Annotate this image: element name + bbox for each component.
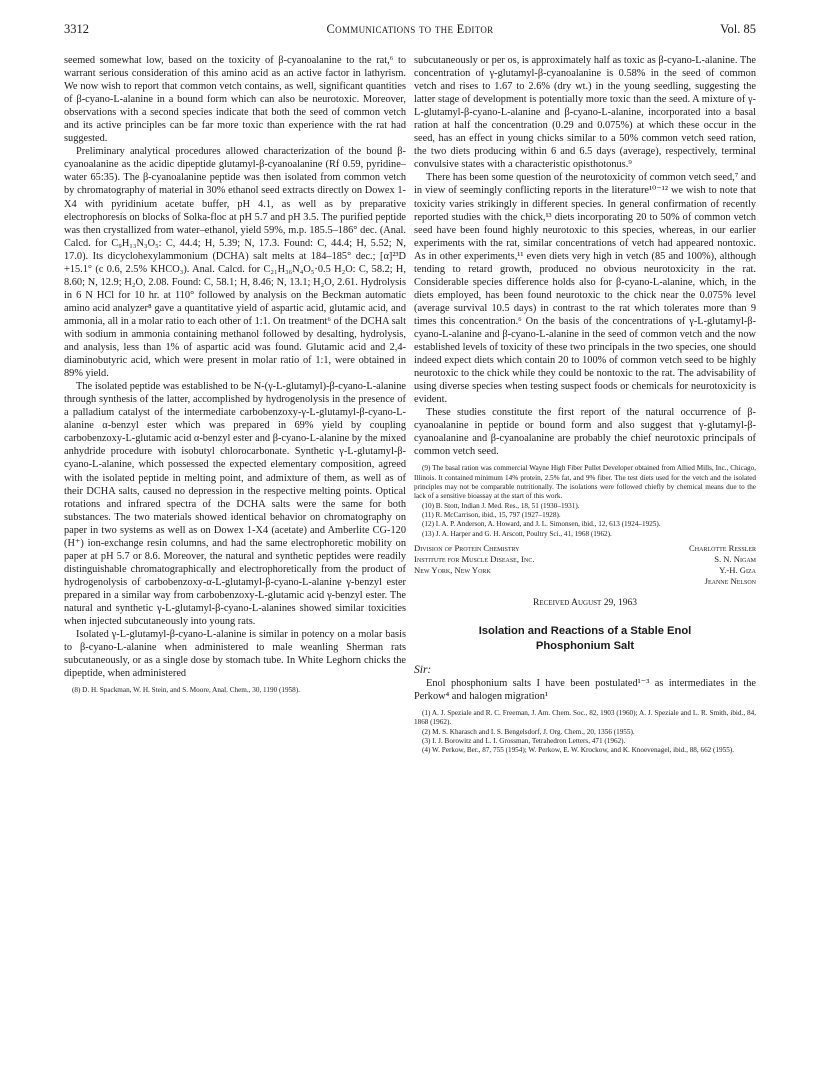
footnote: (2) M. S. Kharasch and I. S. Bengelsdorf, J. Org. Chem., 20, 1356 (1955). xyxy=(422,727,635,736)
paragraph: Isolated γ-L-glutamyl-β-cyano-L-alanine is similar in potency on a molar basis to β-cyano-L-alanine when administered to male weanling Sherman rats subcutaneously, or as a single dose by stomach tube. In White Leghorn chicks the dipeptide, when administered xyxy=(64,629,406,680)
article-title-line: Phosphonium Salt xyxy=(535,639,635,652)
paragraph: seemed somewhat low, based on the toxicity of β-cyanoalanine to the rat,⁶ to warrant serious consideration of this amino acid as an active factor in lathyrism. We now wish to report that common vetch contains, as well, significant quantities of β-cyano-L-alanine in a bound form which can also be neurotoxic. Moreover, observations with a second species indicate that both the seed of common vetch and its active principles can be far more toxic than experience with the rat had suggested. xyxy=(64,55,406,145)
paragraph: subcutaneously or per os, is approximately half as toxic as β-cyano-L-alanine. The concentration of γ-glutamyl-β-cyanoalanine is 0.58% in the seed of common vetch and rises to 1.67 to 2.6% (dry wt.) in the young seedling, suggesting the latter stage of development is potentially more toxic than the seed. A mixture of γ-L-glutamyl-β-cyano-L-alanine and β-cyano-L-alanine, incorporated into a basal ration at half the concentration (0.29 and 0.075%) at which these occur in the seed, has an effect in young chicks similar to a 50% common vetch seed ration, the two diets producing within 6 and 6.5 days (average), respectively, terminal convulsive states with a characteristic opisthotonus.⁹ xyxy=(414,55,756,171)
footnote: (3) I. J. Borowitz and L. I. Grossman, Tetrahedron Letters, 471 (1962). xyxy=(422,736,626,745)
article-title-line: Isolation and Reactions of a Stable Enol xyxy=(478,624,692,637)
paragraph: These studies constitute the first report of the natural occurrence of β-cyanoalanine in peptide or bound form and also suggest that γ-glutamyl-β-cyanoalanine and β-cyanoalanine are probably the chief neurotoxic principals of common vetch seed. xyxy=(414,407,756,458)
volume-label: Vol. 85 xyxy=(720,22,756,36)
affiliation-institute: Institute for Muscle Disease, Inc. xyxy=(414,553,535,564)
footnote: (13) J. A. Harper and G. H. Arscott, Poultry Sci., 41, 1968 (1962). xyxy=(422,529,612,538)
footnote: (9) The basal ration was commercial Wayne High Fiber Pullet Developer obtained from Allied Mills, Inc., Chicago, Illinois. It contained minimum 14% protein, 2.5% fat, and 9% fiber. The test diets used for the vetch and the isolated principles may not be comparable nutritionally. The isolations were followed chiefly by chemical means due to the lack of a sensitive bioassay at the start of this work. xyxy=(414,464,756,501)
footnote: (11) R. McCarrison, ibid., 15, 797 (1927–1928). xyxy=(422,510,561,519)
footnote: (1) A. J. Speziale and R. C. Freeman, J. Am. Chem. Soc., 82, 1903 (1960); A. J. Speziale and L. R. Smith, ibid., 84, 1868 (1962). xyxy=(414,709,756,727)
running-title: Communications to the Editor xyxy=(326,22,494,36)
author-name: S. N. Nigam xyxy=(714,553,756,564)
footnote: (4) W. Perkow, Ber., 87, 755 (1954); W. Perkow, E. W. Krockow, and K. Knoevenagel, ibid., 88, 662 (1955). xyxy=(422,746,735,755)
paragraph: Enol phosphonium salts I have been postulated¹⁻³ as intermediates in the Perkow⁴ and halogen migration¹ xyxy=(414,677,756,702)
left-column xyxy=(64,54,406,1054)
affiliation-block xyxy=(414,543,756,587)
received-date: Received August 29, 1963 xyxy=(533,597,637,608)
footnote: (12) I. A. P. Anderson, A. Howard, and J. L. Simonsen, ibid., 12, 613 (1924–1925). xyxy=(422,520,661,529)
paragraph: The isolated peptide was established to be N-(γ-L-glutamyl)-β-cyano-L-alanine through synthesis of the latter, accomplished by hydrogenolysis in the presence of a palladium catalyst of the intermediate carbobenzoxy-γ-L-glutamyl-β-cyano-L-alanine α-benzyl ester which was prepared in 69% yield by coupling carbobenzoxy-L-glutamic acid α-benzyl ester and β-cyano-L-alanine by the mixed anhydride procedure with isobutyl chlorocarbonate. Synthetic γ-L-glutamyl-β-cyano-L-alanine, which possessed the expected elementary composition, agreed with the isolated peptide in melting point, and admixture of them, as well as of their DCHA salts, caused no depression in the respective melting points. Optical rotations and infrared spectra of the DCHA salts were the same for both substances. The two materials showed identical behavior on chromatography on paper in two systems as well as on Dowex 1-X4 (acetate) and Amberlite CG-120 (H⁺) ion-exchange resin columns, and had the same electrophoretic mobility on paper at pH 5.7 or 8.6. Moreover, the natural and synthetic peptides were readily distinguishable chromatographically and electrophoretically from the product of hydrogenolysis of carbobenzoxy-α-L-glutamyl-β-cyano-L-alanine γ-benzyl ester prepared in a similar way from carbobenzoxy-L-glutamic acid γ-benzyl ester. The natural and synthetic γ-L-glutamyl-β-cyano-L-alanines showed similar toxicities when injected subcutaneously into young rats. xyxy=(64,381,406,628)
page-number: 3312 xyxy=(64,22,89,36)
author-name: Jeanne Nelson xyxy=(704,575,756,586)
footnote: (8) D. H. Spackman, W. H. Stein, and S. Moore, Anal. Chem., 30, 1190 (1958). xyxy=(72,686,300,695)
affiliation-city: New York, New York xyxy=(414,564,491,575)
paragraph: Preliminary analytical procedures allowed characterization of the bound β-cyanoalanine as the acidic dipeptide glutamyl-β-cyanoalanine (Rf 0.59, pyridine–water 65:35). The β-cyanoalanine peptide was then isolated from common vetch by chromatography of material in 30% ethanol seed extracts directly on Dowex 1-X4 with pyridinium acetate buffer, pH 4.1, as well as by preparative electrophoresis on blocks of Solka-floc at pH 5.7 and pH 3.5. The purified peptide was then crystallized from water–ethanol, yield 59%, m.p. 185.5–186° dec. (Anal. Calcd. for C₉H₁₃N₃O₅: C, 44.4; H, 5.39; N, 17.3. Found: C, 44.4; H, 5.52; N, 17.0). Its dicyclohexylammonium (DCHA) salt melts at 184–185° dec.; [α]²³D +15.1° (c 0.6, 2.5% KHCO₃). Anal. Calcd. for C₂₁H₃₆N₄O₅·0.5 H₂O: C, 58.2; H, 8.60; N, 12.9; H₂O, 2.08. Found: C, 58.1; H, 8.46; N, 13.1; H₂O, 2.61. Hydrolysis in 6 N HCl for 10 hr. at 110° followed by analysis on the Beckman automatic amino acid analyzer⁸ gave a quantitative yield of aspartic acid, glutamic acid, and ammonia, all in a molar ratio to each other of 1:1. On treatment⁶ of the DCHA salt with sodium in ammonia containing methanol followed by desalting, hydrolysis, and analysis, less than 1% of aspartic acid was found. Glutamic acid and 2,4-diaminobutyric acid, which were present in molar ratio of 1:1, were obtained in 89% yield. xyxy=(64,146,406,380)
paragraph: There has been some question of the neurotoxicity of common vetch seed,⁷ and in view of seemingly conflicting reports in the literature¹⁰⁻¹² we wish to note that toxicity varies strikingly in different species. In general confirmation of recently reported studies with the chick,¹³ diets incorporating 20 to 50% of common vetch seed have been found highly neurotoxic to this species, whereas, in our earlier experiments with the rat, similar concentrations of vetch had appeared nontoxic. As in other experiments,¹¹ even diets very high in vetch (85 and 100%), although tending to retard growth, produced no obvious neurotoxicity in the rat. Considerable species difference holds also for β-cyano-L-alanine, which, in the diets employed, has been found neurotoxic to the chick near the 0.075% level (average survival 10.5 days) in contrast to the rat which tolerates more than 9 times this concentration.⁶ On the basis of the concentrations of γ-L-glutamyl-β-cyano-L-alanine and β-cyano-L-alanine in the seed of common vetch and the now established levels of toxicity of these two principals in the two species, one should indeed expect diets which contain 20 to 100% of common vetch seed to be highly neurotoxic to the chick while they could be nontoxic to the rat. The advisability of using diverse species when testing suspect foods or chemicals for neurotoxicity is evident. xyxy=(414,172,756,406)
affiliation-department: Division of Protein Chemistry xyxy=(414,542,520,553)
article-title xyxy=(414,624,756,654)
footnote: (10) B. Stott, Indian J. Med. Res., 18, 51 (1930–1931). xyxy=(422,501,580,510)
page-header xyxy=(64,22,756,38)
right-column xyxy=(414,54,756,1054)
author-name: Charlotte Ressler xyxy=(689,542,756,553)
author-name: Y.-H. Giza xyxy=(719,564,756,575)
salutation: Sir: xyxy=(414,663,432,676)
